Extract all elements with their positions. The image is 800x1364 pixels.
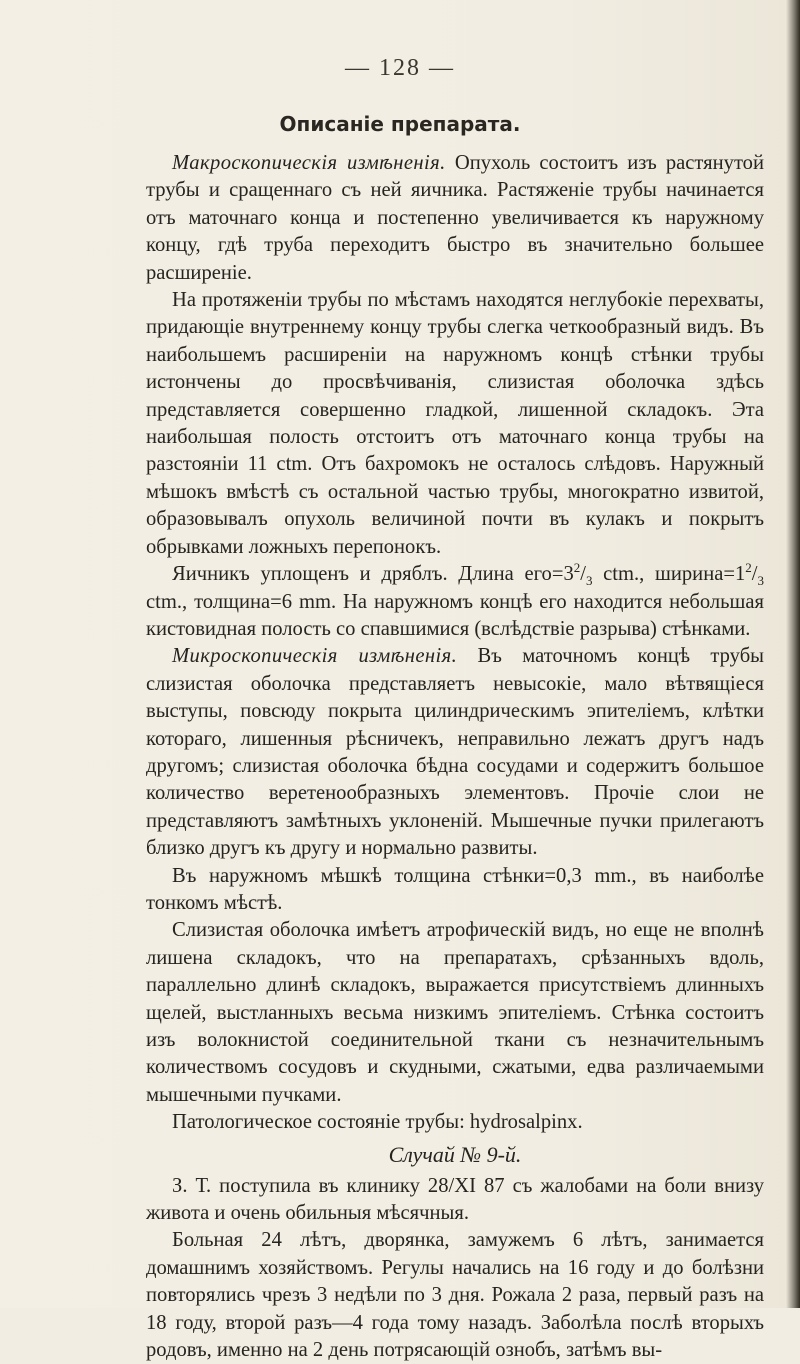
- macroscopic-text: Опухоль состоитъ изъ растянутой трубы и сращеннаго съ ней яичника. Растяженіе трубы начинается отъ маточнаго конца и постепенно увеличивается къ наружному концу, гдѣ труба переходитъ быстро въ значительно большее расширеніе.: [146, 152, 764, 284]
- paragraph-diagnosis: Патологическое состояніе трубы: hydrosalpinx.: [172, 1111, 583, 1134]
- paragraph-microscopic: [146, 643, 764, 862]
- ovary-width-numerator: 2: [745, 560, 752, 576]
- section-title: Описаніе препарата.: [279, 112, 521, 136]
- paragraph-mucosa: Слизистая оболочка имѣетъ атрофическій видъ, но еще не вполнѣ лишена складокъ, что на препаратахъ, срѣзанныхъ вдоль, параллельно длинѣ складокъ, выражается присутствіемъ длинныхъ щелей, выстланныхъ весьма низкимъ эпителіемъ. Стѣнка состоитъ изъ волокнистой соединительной ткани съ незначительнымъ количествомъ сосудовъ и скудными, сжатыми, едва различаемыми мышечными пучками.: [146, 919, 764, 1106]
- ovary-length-denominator: 3: [586, 573, 593, 589]
- macroscopic-heading: Макроскопическія измѣненія.: [172, 152, 446, 174]
- case-heading: Случай № 9-й.: [388, 1141, 522, 1167]
- ovary-text-b: ctm., ширина=1: [592, 563, 746, 586]
- paragraph-macroscopic: [146, 150, 764, 287]
- microscopic-heading: Микроскопическія измѣненія.: [172, 645, 458, 668]
- ovary-length-numerator: 2: [573, 560, 581, 576]
- paragraph-admission: З. Т. поступила въ клинику 28/XI 87 съ жалобами на боли внизу живота и очень обильныя мѣсячныя.: [146, 1174, 764, 1225]
- ovary-text-a: Яичникъ уплощенъ и дряблъ. Длина его=3: [172, 563, 574, 586]
- page-body: [146, 150, 764, 1364]
- ovary-text-c: ctm., толщина=6 mm. На наружномъ концѣ его находится небольшая кистовидная полость со спавшимися (вслѣдствіе разрыва) стѣнками.: [146, 590, 764, 640]
- microscopic-text: Въ маточномъ концѣ трубы слизистая оболочка представляетъ невысокіе, мало вѣтвящіеся выступы, повсюду покрыта цилиндрическимъ эпителіемъ, клѣтки котораго, лишенныя рѣсничекъ, неправильно лежатъ другъ надъ другомъ; слизистая оболочка бѣдна сосудами и содержитъ большое количество веретенообразныхъ элементовъ. Прочіе слои не представляютъ замѣтныхъ уклоненій. Мышечные пучки прилегаютъ близко другъ къ другу и нормально развиты.: [146, 645, 765, 860]
- scan-edge-shadow: [786, 0, 800, 1308]
- paragraph-history: Больная 24 лѣтъ, дворянка, замужемъ 6 лѣтъ, занимается домашнимъ хозяйствомъ. Регулы начались на 16 году и до болѣзни повторялись чрезъ 3 недѣли по 3 дня. Рожала 2 раза, первый разъ на 18 году, второй разъ—4 года тому назадъ. Заболѣла послѣ вторыхъ родовъ, именно на 2 день потрясающій ознобъ, затѣмъ вы-: [146, 1229, 764, 1362]
- paragraph-tube-constrictions: На протяженіи трубы по мѣстамъ находятся неглубокіе перехваты, придающіе внутреннему концу трубы слегка четкообразный видъ. Въ наибольшемъ расширеніи на наружномъ концѣ стѣнки трубы истончены до просвѣчиванія, слизистая оболочка здѣсь представляется совершенно гладкой, лишенной складокъ. Эта наибольшая полость отстоитъ отъ маточнаго конца трубы на разстояніи 11 ctm. Отъ бахромокъ не осталось слѣдовъ. Наружный мѣшокъ вмѣстѣ съ остальной частью трубы, многократно извитой, образовывалъ опухоль величиной почти въ кулакъ и покрытъ обрывками ложныхъ перепонокъ.: [146, 289, 764, 558]
- page-number: — 128 —: [345, 55, 455, 81]
- ovary-width-denominator: 3: [757, 573, 764, 589]
- paragraph-outer-sac: Въ наружномъ мѣшкѣ толщина стѣнки=0,3 mm., въ наиболѣе тонкомъ мѣстѣ.: [146, 864, 764, 914]
- paragraph-ovary: Яичникъ уплощенъ и дряблъ. Длина $его=3^2/_3$ ctm., $ширина=1^2/_3$ ctm., толщина=6 mm. На наружномъ концѣ его находится небольшая кистовидная полость со спавшимися (вслѣдствіе разрыва) стѣнками.: [146, 560, 764, 640]
